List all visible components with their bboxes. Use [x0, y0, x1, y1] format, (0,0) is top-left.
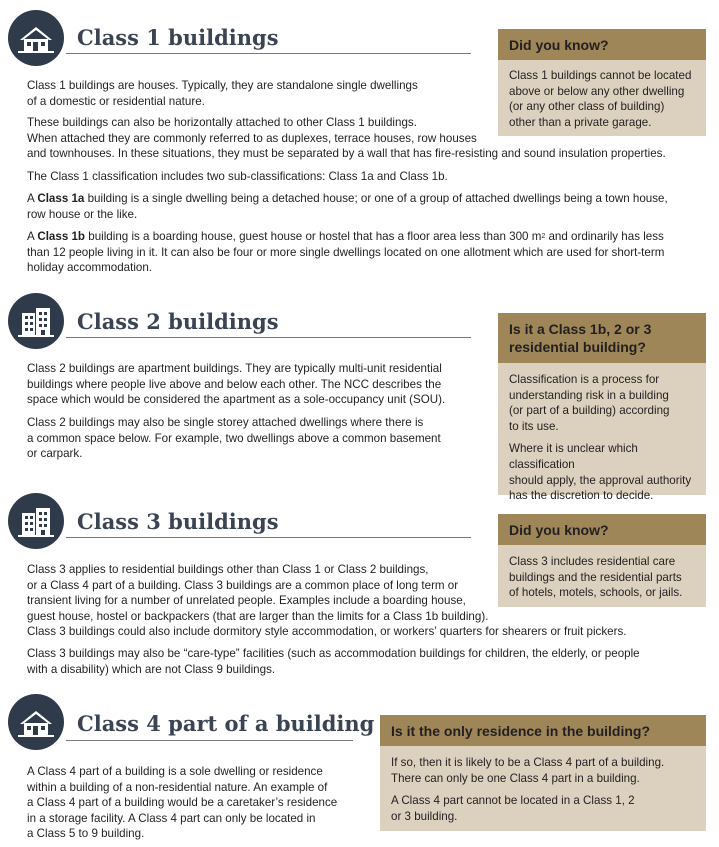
- box-paragraph: [509, 372, 695, 434]
- text-line: a Class 4 part of a building would be a caretaker’s residence: [27, 796, 338, 810]
- text-line: When attached they are commonly referred to as duplexes, terrace houses, row houses: [27, 131, 477, 145]
- section-4-box-heading: [380, 715, 706, 746]
- text-line: Class 3 applies to residential buildings other than Class 1 or Class 2 buildings,: [27, 563, 429, 576]
- section-2-box-body: [498, 363, 706, 503]
- text-line: Class 3 includes residential care: [509, 555, 676, 568]
- text-line: A Class 4 part cannot be located in a Class 1, 2: [391, 794, 635, 808]
- text-line: row house or the like.: [27, 207, 138, 221]
- text-line: should apply, the approval authority: [509, 473, 692, 487]
- bold-term: Class 1a: [37, 192, 85, 205]
- text-line: has the discretion to decide.: [509, 489, 654, 503]
- text-line: guest house, hostel or backpackers (that are larger than the limits for a Class 1b building).: [27, 609, 489, 623]
- section-2-icon-circle: [8, 293, 64, 349]
- box-heading-line: Is it a Class 1b, 2 or 3: [509, 321, 652, 337]
- text-line: understanding risk in a building: [509, 388, 669, 402]
- text-line: buildings where people live above and below each other. The NCC describes the: [27, 377, 442, 391]
- text-line: There can only be one Class 4 part in a building.: [391, 771, 640, 785]
- text-segment: and ordinarily has less: [545, 230, 664, 243]
- text-line: These buildings can also be horizontally attached to other Class 1 buildings.: [27, 116, 417, 129]
- section-3-title: Class 3 buildings: [77, 509, 279, 534]
- section-2-para-1: [27, 361, 445, 408]
- section-1-box-heading: [498, 29, 706, 60]
- section-1-para-3: [27, 169, 448, 185]
- text-line: Class 3 buildings may also be “care-type” facilities (such as accommodation buildings for children, the elderly, or people: [27, 647, 640, 660]
- box-heading-line: residential building?: [509, 339, 646, 355]
- section-3-box-heading: [498, 514, 706, 545]
- section-2-title: Class 2 buildings: [77, 309, 279, 334]
- text-line: or 3 building.: [391, 809, 458, 823]
- text-segment: A: [27, 192, 38, 205]
- section-1-title: Class 1 buildings: [77, 25, 279, 50]
- section-3-para-2: [27, 646, 640, 677]
- section-1-title-rule: [66, 53, 471, 54]
- box-heading-line: Did you know?: [509, 522, 609, 538]
- bold-term: Class 1b: [37, 230, 86, 243]
- text-line: a Class 5 to 9 building.: [27, 827, 145, 841]
- text-line: other than a private garage.: [509, 115, 652, 129]
- section-3-icon-circle: [8, 493, 64, 549]
- box-paragraph: [509, 554, 695, 601]
- text-line: with a disability) which are not Class 9 buildings.: [27, 662, 276, 676]
- text-line: A Class 4 part of a building is a sole dwelling or residence: [27, 765, 323, 778]
- text-line: of hotels, motels, schools, or jails.: [509, 586, 683, 600]
- apartment-building-icon: [8, 493, 64, 549]
- text-line: If so, then it is likely to be a Class 4 part of a building.: [391, 756, 665, 769]
- text-line: or a Class 4 part of a building. Class 3 buildings are a common place of long term or: [27, 578, 459, 592]
- section-1-para-class1b: [27, 229, 664, 276]
- text-line: The Class 1 classification includes two sub-classifications: Class 1a and Class 1b.: [27, 170, 448, 183]
- box-heading-line: Did you know?: [509, 37, 609, 53]
- section-2-title-rule: [66, 337, 471, 338]
- box-paragraph: [509, 68, 695, 130]
- text-line: (or any other class of building): [509, 100, 665, 114]
- text-line: (or part of a building) according: [509, 404, 670, 418]
- superscript: 2: [541, 233, 546, 240]
- text-line: Class 1 buildings cannot be located: [509, 69, 692, 82]
- section-2-para-2: [27, 415, 441, 462]
- text-segment: building is a boarding house, guest house or hostel that has a floor area less than 300 m: [85, 230, 542, 243]
- section-3-title-rule: [66, 537, 471, 538]
- text-line: Classification is a process for: [509, 373, 660, 386]
- section-1-icon-circle: [8, 10, 64, 66]
- section-4-title: Class 4 part of a building: [77, 711, 375, 736]
- house-icon: [8, 694, 64, 750]
- text-line: or carpark.: [27, 447, 83, 461]
- text-segment: building is a single dwelling being a detached house; or one of a group of attached dwellings being a town house,: [84, 192, 668, 205]
- text-line: in a storage facility. A Class 4 part can only be located in: [27, 811, 316, 825]
- section-4-para-1: [27, 764, 337, 842]
- text-line: a common space below. For example, two dwellings above a common basement: [27, 431, 441, 445]
- section-4-box-body: [380, 746, 706, 831]
- text-line: Where it is unclear which classification: [509, 442, 638, 471]
- text-segment: A: [27, 230, 38, 243]
- text-line: Class 3 buildings could also include dormitory style accommodation, or workers’ quarters for shearers or fruit pickers.: [27, 625, 627, 639]
- text-line: to its use.: [509, 419, 559, 433]
- apartment-building-icon: [8, 293, 64, 349]
- box-paragraph: [391, 793, 695, 824]
- section-3-box-body: [498, 545, 706, 607]
- box-paragraph: [509, 441, 695, 503]
- section-1-box-body: [498, 60, 706, 136]
- text-line: holiday accommodation.: [27, 261, 153, 275]
- text-line: within a building of a non-residential nature. An example of: [27, 780, 328, 794]
- text-line: transient living for a number of unrelated people. Examples include a boarding house,: [27, 594, 466, 608]
- section-1-para-1: [27, 78, 418, 109]
- text-line: Class 2 buildings are apartment buildings. They are typically multi-unit residential: [27, 362, 442, 375]
- text-line: space which would be considered the apartment as a sole-occupancy unit (SOU).: [27, 393, 446, 407]
- section-4-title-rule: [66, 740, 353, 741]
- text-line: Class 1 buildings are houses. Typically, they are standalone single dwellings: [27, 79, 418, 92]
- text-line: of a domestic or residential nature.: [27, 94, 205, 108]
- box-paragraph: [391, 755, 695, 786]
- section-4-icon-circle: [8, 694, 64, 750]
- text-line: buildings and the residential parts: [509, 570, 682, 584]
- text-line: above or below any other dwelling: [509, 84, 685, 98]
- box-heading-line: Is it the only residence in the building?: [391, 723, 651, 739]
- text-line: than 12 people living in it. It can also be four or more single dwellings located on one allotment which are used for short-term: [27, 245, 665, 259]
- house-icon: [8, 10, 64, 66]
- section-2-box-heading: [498, 313, 706, 363]
- text-line: and townhouses. In these situations, they must be separated by a wall that has fire-resisting and sound insulation properties.: [27, 147, 666, 161]
- text-line: Class 2 buildings may also be single storey attached dwellings where there is: [27, 416, 424, 429]
- section-1-para-class1a: [27, 191, 668, 222]
